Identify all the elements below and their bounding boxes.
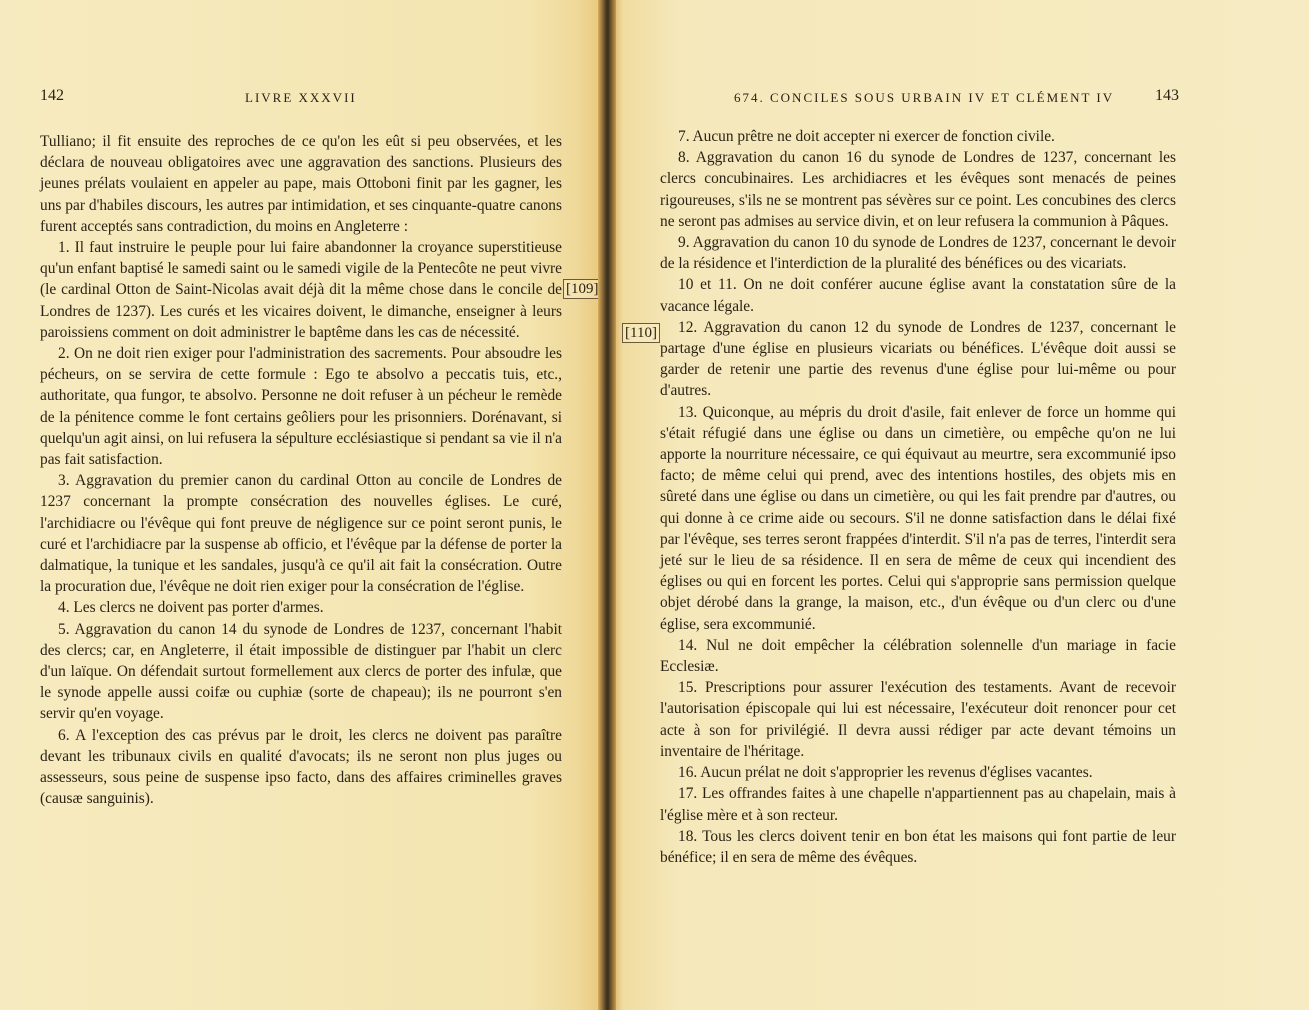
running-title: 674. CONCILES SOUS URBAIN IV ET CLÉMENT IV	[734, 90, 1115, 105]
paragraph: 17. Les offrandes faites à une chapelle n'appartiennent pas au chapelain, mais à l'église mère et à son recteur.	[660, 785, 1176, 824]
paragraph: 16. Aucun prélat ne doit s'approprier les revenus d'églises vacantes.	[678, 764, 1093, 782]
book-gutter	[598, 0, 616, 1010]
page-number: 143	[1155, 87, 1179, 104]
paragraph: 7. Aucun prêtre ne doit accepter ni exercer de fonction civile.	[678, 128, 1055, 145]
paragraph: Tulliano; il fit ensuite des reproches de ce qu'on les eût si peu observées, et les déclara de nouveau obligatoires avec une aggravation des sanctions. Plusieurs des jeunes prélats voulaient en appeler au pape, mais Ottoboni finit par les gagner, les uns par d'habiles discours, les autres par intimidation, et ses cinquante-quatre canons furent acceptés sans contradiction, du moins en Angleterre :	[40, 133, 562, 235]
margin-marker: [110]	[622, 323, 660, 343]
paragraph: 5. Aggravation du canon 14 du synode de Londres de 1237, concernant l'habit des clercs; car, en Angleterre, il était impossible de distinguer par l'habit un clerc d'un laïque. On défendait surtout formellement aux clercs de porter des infulæ, que le synode appelle aussi coifæ ou cuphiæ (sorte de chapeau); ils ne pourront s'en servir qu'en voyage.	[40, 620, 562, 723]
paragraph: 1. Il faut instruire le peuple pour lui faire abandonner la croyance superstitieuse qu'un enfant baptisé le samedi saint ou le samedi vigile de la Pentecôte ne peut vivre (le cardinal Otton de Saint-Nicolas avait déjà dit la même chose dans le concile de Londres de 1237). Les curés et les vicaires doivent, le dimanche, enseigner à leurs paroissiens comment on doit administrer le baptême dans les cas de nécessité.	[40, 239, 562, 341]
running-title: LIVRE XXXVII	[245, 90, 357, 105]
paragraph: 8. Aggravation du canon 16 du synode de Londres de 1237, concernant les clercs concubinaires. Les archidiacres et les évêques sont menacés de peines rigoureuses, s'ils ne se montrent pas sévères sur ce point. Les concubines des clercs ne seront pas admises au service divin, et on leur refusera la communion à Pâques.	[660, 149, 1176, 230]
paragraph: 6. A l'exception des cas prévus par le droit, les clercs ne doivent pas paraître devant les tribunaux civils en qualité d'avocats; ils ne seront non plus juges ou assesseurs, sous peine de suspense ipso facto, dans des affaires criminelles graves (causæ sanguinis).	[40, 726, 562, 808]
paragraph: 15. Prescriptions pour assurer l'exécution des testaments. Avant de recevoir l'autorisation épiscopale qui lui est nécessaire, l'exécuteur doit renoncer pour cet acte à son for privilégié. Il devra aussi rédiger par acte devant témoins un inventaire de l'héritage.	[660, 679, 1176, 760]
paragraph: 12. Aggravation du canon 12 du synode de Londres de 1237, concernant le partage d'une église en plusieurs vicariats ou bénéfices. L'évêque doit aussi se garder de retenir une partie des revenus d'une église pour lui-même ou pour d'autres.	[660, 318, 1176, 400]
left-page-text	[40, 131, 562, 810]
margin-marker: [109]	[563, 279, 602, 299]
paragraph: 18. Tous les clercs doivent tenir en bon état les maisons qui font partie de leur bénéfice; il en sera de même des évêques.	[660, 827, 1176, 866]
left-page	[0, 0, 598, 1010]
right-page	[616, 0, 1309, 1010]
right-page-text	[660, 126, 1176, 868]
paragraph: 4. Les clercs ne doivent pas porter d'armes.	[58, 599, 324, 617]
page-number: 142	[40, 87, 64, 104]
paragraph: 3. Aggravation du premier canon du cardinal Otton au concile de Londres de 1237 concernant la prompte consécration des nouvelles églises. Le curé, l'archidiacre ou l'évêque qui font preuve de négligence sur ce point seront punis, le curé et l'archidiacre par la suspense ab officio, et l'évêque par la défense de porter la dalmatique, la tunique et les sandales, jusqu'à ce qu'il ait fait la consécration. Outre la procuration due, l'évêque ne doit rien exiger pour la consécration de l'église.	[40, 472, 562, 596]
paragraph: 14. Nul ne doit empêcher la célébration solennelle d'un mariage in facie Ecclesiæ.	[660, 636, 1176, 676]
paragraph: 10 et 11. On ne doit conférer aucune église avant la constatation sûre de la vacance légale.	[660, 276, 1176, 315]
paragraph: 2. On ne doit rien exiger pour l'administration des sacrements. Pour absoudre les pécheurs, on se servira de cette formule : Ego te absolvo a peccatis tuis, etc., authoritate, qua fungor, te absolvo. Personne ne doit refuser à un pécheur le remède de la pénitence comme le font certains geôliers pour les prisonniers. Dorénavant, si quelqu'un agit ainsi, on lui refusera la sépulture ecclésiastique si pendant sa vie il n'a pas fait satisfaction.	[40, 345, 562, 469]
paragraph: 9. Aggravation du canon 10 du synode de Londres de 1237, concernant le devoir de la résidence et l'interdiction de la pluralité des bénéfices ou des vicariats.	[660, 234, 1176, 273]
paragraph: 13. Quiconque, au mépris du droit d'asile, fait enlever de force un homme qui s'était réfugié dans une église ou dans un cimetière, ou empêche qu'on ne lui apporte la nourriture nécessaire, ce qui équivaut au meurtre, sera excommunié ipso facto; de même celui qui prend, avec des intentions hostiles, des objets mis en sûreté dans une église ou dans un cimetière, ou qui les fait prendre par d'autres, ou qui donne à ce crime aide ou secours. S'il ne donne satisfaction dans le délai fixé par l'évêque, ses terres seront frappées d'interdit. S'il n'a pas de terres, l'interdit sera jeté sur le lieu de sa résidence. Il en sera de même de ceux qui incendient des églises ou qui en forcent les portes. Celui qui s'approprie sans permission quelque objet dérobé dans la grange, la maison, etc., d'un évêque ou d'un clerc ou d'une église, sera excommunié.	[660, 403, 1176, 633]
